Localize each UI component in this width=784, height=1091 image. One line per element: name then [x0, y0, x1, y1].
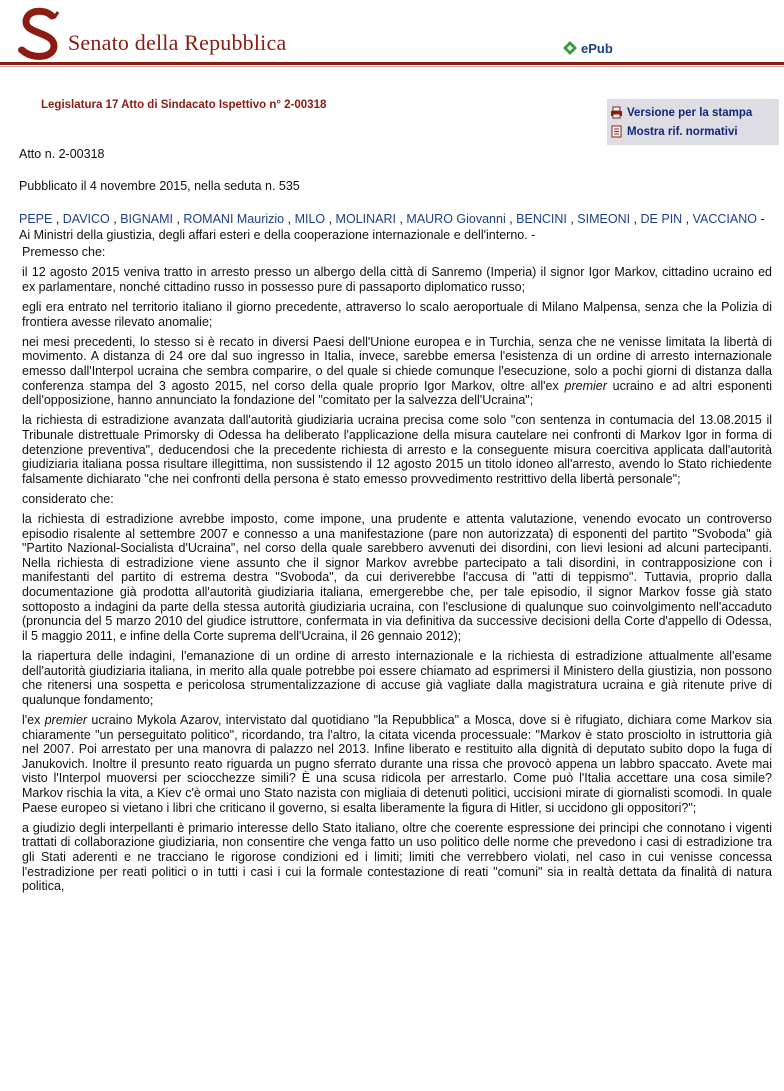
signer-link[interactable]: MOLINARI	[335, 212, 396, 226]
signers-line: PEPE , DAVICO , BIGNAMI , ROMANI Maurizio , MILO , MOLINARI , MAURO Giovanni , BENCINI , SIMEONI , DE PIN , VACCIANO - Ai Ministri della giustizia, degli affari esteri e della cooperazione internazionale e dell'interno. -	[19, 212, 765, 242]
signer-link[interactable]: VACCIANO	[692, 212, 757, 226]
publication-info: Pubblicato il 4 novembre 2015, nella seduta n. 535	[19, 179, 300, 193]
signer-link[interactable]: MILO	[294, 212, 326, 226]
epub-icon	[562, 40, 578, 56]
tools-box	[607, 99, 779, 145]
emphasis: premier	[44, 712, 88, 727]
signer-link[interactable]: ROMANI Maurizio	[183, 212, 285, 226]
show-references-link[interactable]	[607, 122, 779, 141]
signer-link[interactable]: DAVICO	[62, 212, 110, 226]
paragraph	[22, 335, 772, 408]
paragraph-text: ucraino Mykola Azarov, intervistato dal quotidiano "la Repubblica" a Mosca, dove si è rifugiato, dichiara come Markov sia chiaramente "un perseguitato politico", ricordando, tra l'altro, la citata vicenda processuale: "Markov è stato prosciolto in istruttoria già nel 2007. Poi arrestato per una manovra di palazzo nel 2013. Infine liberato e restituito alla dignità di deputato subito dopo la fuga di Janukovich. Inoltre il presunto reato riguarda un pugno sferrato durante una rissa che provocò appena un labbro spaccato. Avete mai visto l'Interpol muoversi per sciocchezze simili? È una scusa ridicola per arrestarlo. Come può l'Italia accettare una cosa simile? Markov rischia la vita, a Kiev c'è ormai uno Stato nazista con migliaia di detenuti politici, uccisioni mirate di giornalisti scomodi. In quale Paese europeo si vietano i libri che criticano il governo, si esalta liberamente la figura di Hitler, si uccidono gli oppositori?";	[22, 712, 772, 815]
act-title: Legislatura 17 Atto di Sindacato Ispettivo n° 2-00318	[41, 99, 327, 111]
act-body	[22, 245, 772, 899]
paragraph: il 12 agosto 2015 veniva tratto in arresto presso un albergo della città di Sanremo (Imperia) il signor Igor Markov, cittadino ucraino ed ex parlamentare, nonché cittadino russo in possesso pure di passaporto diplomatico russo;	[22, 265, 772, 294]
signer-link[interactable]: BENCINI	[516, 212, 567, 226]
signer-link[interactable]: BIGNAMI	[120, 212, 173, 226]
site-header	[0, 0, 784, 66]
paragraph-text: ucraino e ad altri esponenti dell'opposizione, hanno annunciato la fondazione del "comitato per la salvezza dell'Ucraina";	[22, 378, 772, 408]
epub-label: ePub	[581, 40, 613, 56]
printer-icon	[610, 106, 623, 119]
paragraph: egli era entrato nel territorio italiano il giorno precedente, attraverso lo scalo aeroportuale di Milano Malpensa, senza che la Polizia di frontiera avesse rilevato anomalie;	[22, 299, 772, 329]
paragraph: a giudizio degli interpellanti è primario interesse dello Stato italiano, oltre che coerente espressione dei principi che connotano i vigenti trattati di collaborazione giudiziaria, non consentire che venga fatto un uso politico delle norme che prevedono i casi di estradizione tra gli Stati aderenti e ne tracciano le rigorose condizioni ed i limiti; limiti che verrebbero violati, nel caso in cui venisse concessa l'estradizione per reati politici o in tutti i casi i cui la formale contestazione di reati "comuni" sia in realtà dettata da finalità di natura politica,	[22, 820, 772, 894]
paragraph-text: l'ex	[22, 712, 45, 727]
print-version-label: Versione per la stampa	[627, 106, 753, 119]
site-name[interactable]: Senato della Repubblica	[68, 30, 287, 55]
paragraph-text: nei mesi precedenti, lo stesso si è recato in diversi Paesi dell'Unione europea e in Turchia, senza che ne venisse limitata la libertà di movimento. A distanza di 24 ore dal suo ingresso in Italia, invece, sarebbe emersa l'esistenza di un ordine di arresto internazionale emesso dall'Interpol ucraina che sembra comparire, o del quale si chiede comunque l'esecuzione, solo a pochi giorni di distanza dalla conferenza stampa del 3 agosto 2015, nel corso della quale proprio Igor Markov, oltre all'ex	[22, 334, 772, 393]
signer-link[interactable]: DE PIN	[640, 212, 683, 226]
document-icon	[610, 125, 623, 138]
signer-link[interactable]: MAURO Giovanni	[406, 212, 506, 226]
paragraph: la richiesta di estradizione avrebbe imposto, come impone, una prudente e attenta valutazione, venendo evocato un controverso episodio risalente al settembre 2007 e connesso a una manifestazione (pare non autorizzata) di esponenti del partito "Svoboda" già "Partito Nazional-Socialista d'Ucraina", nel corso della quale sarebbero avvenuti dei disordini, con lievi lesioni ad alcuni partecipanti. Nella richiesta di estradizione viene assunto che il signor Markov avrebbe partecipato a tali disordini, in contrapposizione con i manifestanti del partito di estrema destra "Svoboda", da cui deriverebbe l'accusa di "atti di teppismo". Tuttavia, proprio dalla documentazione già prodotta all'autorità giudiziaria italiana, emergerebbe che, per tale episodio, il signor Markov fosse già stato sottoposto a indagini da parte della stessa autorità giudiziaria ucraina, con l'esclusione di qualunque suo coinvolgimento nell'accaduto (pronuncia del 5 marzo 2010 del giudice istruttore, confermata in via definitiva da successive decisioni della Corte d'appello di Odessa, il 5 maggio 2011, e infine della Corte suprema dell'Ucraina, il 26 gennaio 2012);	[22, 512, 772, 643]
signer-link[interactable]: PEPE	[19, 212, 53, 226]
paragraph: la riapertura delle indagini, l'emanazione di un ordine di arresto internazionale e la richiesta di estradizione attualmente all'esame dell'autorità giudiziaria italiana, in merito alla quale potrebbe poi essere chiamato ad esprimersi il Ministero della giustizia, non possono che ritenersi una sospetta e pericolosa strumentalizzazione di accuse già vagliate dalla magistratura ucraina e già ritenute prive di qualunque fondamento;	[22, 649, 772, 707]
header-divider-thin	[0, 66, 784, 67]
paragraph: la richiesta di estradizione avanzata dall'autorità giudiziaria ucraina precisa come solo "con sentenza in contumacia del 13.08.2015 il Tribunale distrettuale Primorsky di Odessa ha deliberato l'applicazione della misura cautelare nei confronti di Markov Igor in forma di detenzione preventiva", deducendosi che la precedente richiesta di arresto e la conseguente misura coercitiva applicata dall'autorità giudiziaria italiana possa risultare illegittima, non sussistendo il 12 agosto 2015 un titolo idoneo all'arresto, avendo lo Stato richiedente falsamente dichiarato "che nei confronti della persona è stato emesso provvedimento restrittivo della libertà personale";	[22, 413, 772, 486]
signer-link[interactable]: SIMEONI	[577, 212, 631, 226]
emphasis: premier	[564, 378, 607, 393]
show-references-label: Mostra rif. normativi	[627, 125, 738, 138]
section-heading-considerato: considerato che:	[22, 491, 114, 506]
act-number: Atto n. 2-00318	[19, 147, 105, 161]
addressees: - Ai Ministri della giustizia, degli affari esteri e della cooperazione internazionale e dell'interno. -	[19, 212, 765, 242]
senato-logo-icon[interactable]	[14, 6, 64, 60]
section-heading-premesso: Premesso che:	[22, 245, 106, 259]
print-version-link[interactable]	[607, 103, 779, 122]
header-divider	[0, 62, 784, 65]
epub-link[interactable]	[562, 40, 613, 56]
paragraph	[22, 713, 772, 815]
